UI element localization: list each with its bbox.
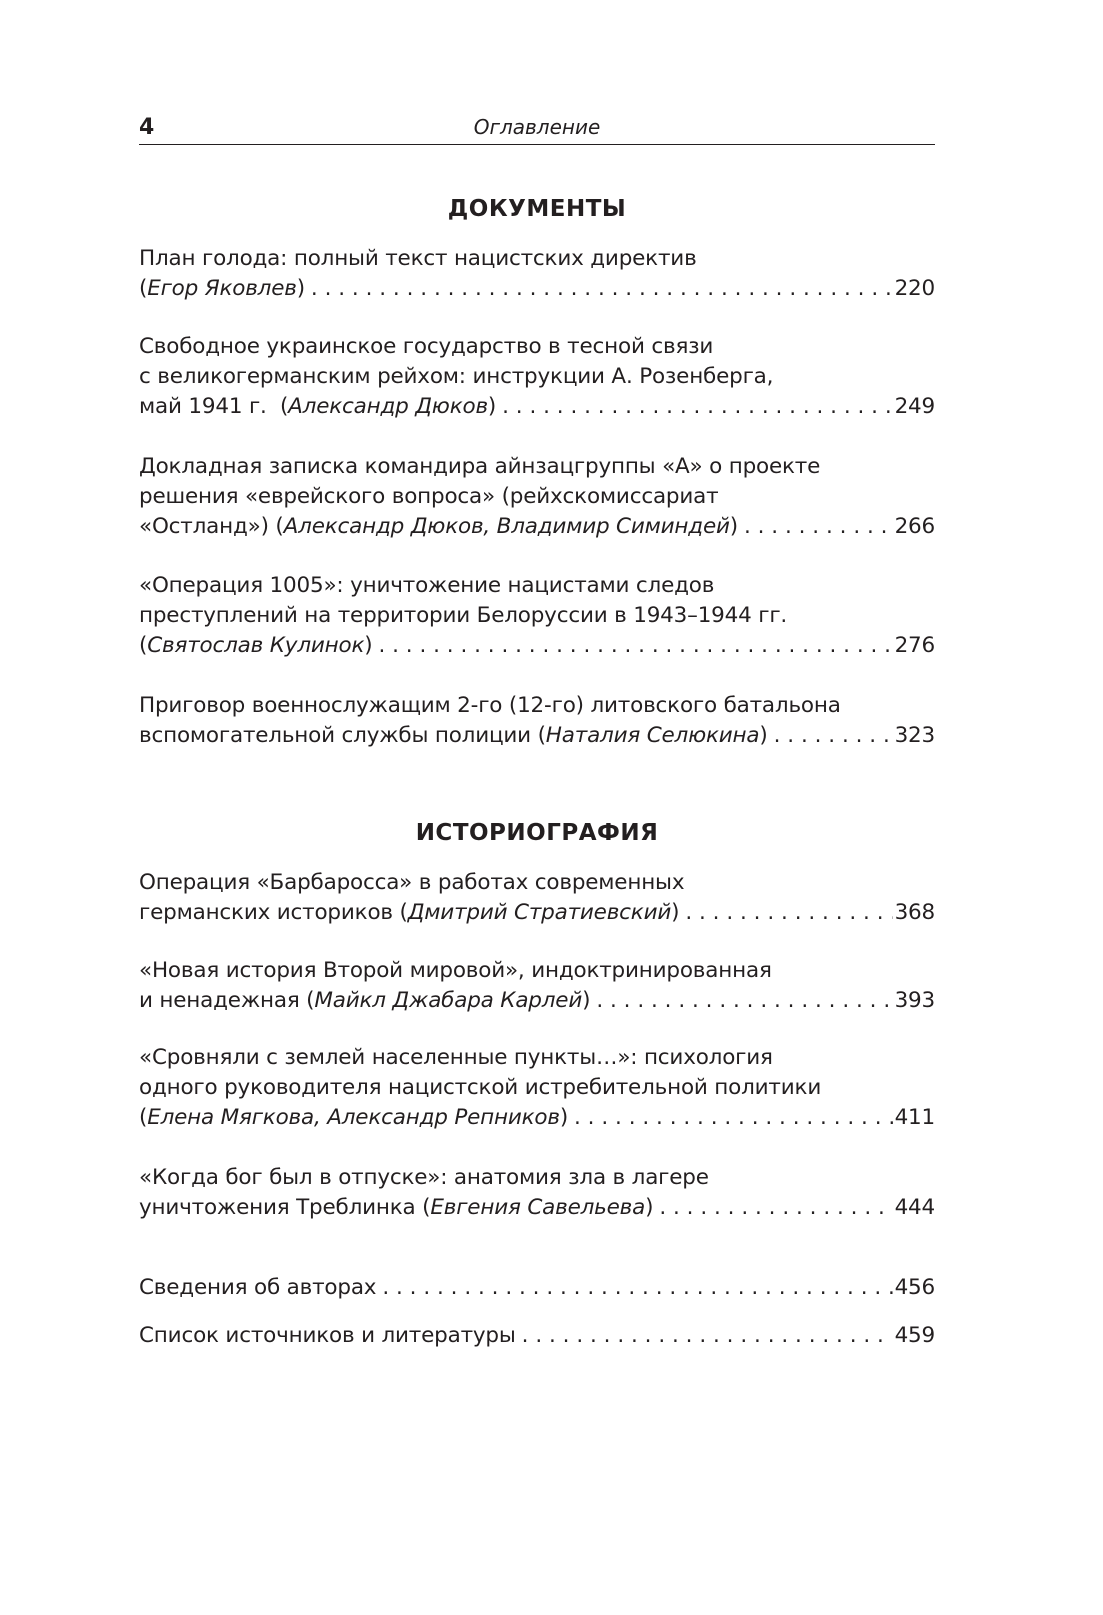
entry-prefix: германских историков ( [139,900,408,925]
entry-last-line [139,392,935,422]
entry-title-line: Операция «Барбаросса» в работах современных [139,870,685,895]
entry-prefix: «Остланд») ( [139,514,284,539]
toc-entry[interactable] [139,571,935,661]
entry-page-number: 368 [894,900,935,925]
entry-title-line: с великогерманским рейхом: инструкции А. Розенберга, [139,364,774,389]
entry-suffix: ) [487,394,497,419]
dot-leader [744,512,893,542]
entry-suffix: ) [364,633,373,658]
dot-leader [685,898,892,928]
entry-author: Дмитрий Стратиевский [407,900,672,925]
entry-title-line: План голода: полный текст нацистских директив [139,246,697,271]
entry-last-line [139,512,935,542]
entry-page-number: 411 [894,1105,935,1130]
dot-leader [659,1193,892,1223]
toc-entry[interactable] [139,1163,935,1223]
toc-entry-bibliography[interactable] [139,1321,935,1351]
entry-author: Елена Мягкова, Александр Репников [147,1105,560,1130]
entry-page-number: 323 [894,723,935,748]
running-title: Оглавление [473,115,601,139]
entry-page-number: 444 [894,1195,935,1220]
entry-suffix: ) [559,1105,569,1130]
entry-page-number: 266 [894,514,935,539]
entry-author: Наталия Селюкина [545,723,760,748]
toc-entry[interactable] [139,956,935,1016]
toc-entry[interactable] [139,1043,935,1133]
entry-author: Егор Яковлев [147,276,297,301]
toc-entry[interactable] [139,691,935,751]
toc-entry[interactable] [139,452,935,542]
entry-title-line: Свободное украинское государство в тесной связи [139,334,714,359]
entry-last-line [139,1193,935,1223]
entry-last-line [139,721,935,751]
entry-author: Евгения Савельева [430,1195,646,1220]
entry-title-line: «Новая история Второй мировой», индоктринированная [139,958,772,983]
entry-prefix: вспомогательной службы полиции ( [139,723,546,748]
entry-suffix: ) [671,900,680,925]
entry-author: Александр Дюков [288,394,488,419]
entry-title: Сведения об авторах [139,1275,377,1300]
entry-page-number: 459 [894,1323,935,1348]
entry-title-line: «Когда бог был в отпуске»: анатомия зла в лагере [139,1165,709,1190]
running-head [139,110,935,145]
entry-author: Майкл Джабара Карлей [314,988,583,1013]
entry-last-line [139,986,935,1016]
entry-title-line: одного руководителя нацистской истребительной политики [139,1075,822,1100]
entry-last-line [139,631,935,661]
entry-title-line: Докладная записка командира айнзацгруппы «А» о проекте [139,454,821,479]
entry-title-line: преступлений на территории Белоруссии в 1943–1944 гг. [139,603,788,628]
entry-prefix: уничтожения Треблинка ( [139,1195,431,1220]
toc-entry[interactable] [139,244,935,304]
section-heading-historiography: ИСТОРИОГРАФИЯ [415,820,659,846]
entry-author: Святослав Кулинок [147,633,365,658]
entry-prefix: май 1941 г. ( [139,394,289,419]
dot-leader [596,986,892,1016]
dot-leader [382,1273,892,1303]
entry-prefix: ( [139,276,148,301]
entry-title-line: «Сровняли с землей населенные пункты…»: психология [139,1045,773,1070]
toc-entry[interactable] [139,868,935,928]
entry-prefix: ( [139,633,148,658]
entry-title-line: Приговор военнослужащим 2-го (12-го) литовского батальона [139,693,841,718]
dot-leader [502,392,892,422]
entry-last-line [139,1273,935,1303]
entry-page-number: 249 [894,394,935,419]
entry-last-line [139,1103,935,1133]
entry-title-line: «Операция 1005»: уничтожение нацистами следов [139,573,715,598]
entry-suffix: ) [296,276,305,301]
entry-title-line: решения «еврейского вопроса» (рейхскомиссариат [139,484,719,509]
entry-author: Александр Дюков, Владимир Симиндей [283,514,730,539]
dot-leader [311,274,893,304]
entry-title: Список источников и литературы [139,1323,516,1348]
entry-suffix: ) [729,514,738,539]
toc-entry[interactable] [139,332,935,422]
dot-leader [774,721,893,751]
section-heading-documents: ДОКУМЕНТЫ [447,196,627,222]
entry-page-number: 456 [894,1275,935,1300]
toc-entry-authors-info[interactable] [139,1273,935,1303]
entry-page-number: 220 [894,276,935,301]
entry-suffix: ) [582,988,591,1013]
entry-prefix: и ненадежная ( [139,988,315,1013]
entry-last-line [139,898,935,928]
entry-suffix: ) [645,1195,654,1220]
entry-last-line [139,274,935,304]
entry-last-line [139,1321,935,1351]
entry-prefix: ( [139,1105,148,1130]
page-number: 4 [139,115,155,140]
dot-leader [378,631,892,661]
entry-page-number: 393 [894,988,935,1013]
entry-page-number: 276 [894,633,935,658]
entry-suffix: ) [759,723,768,748]
dot-leader [574,1103,893,1133]
dot-leader [522,1321,893,1351]
